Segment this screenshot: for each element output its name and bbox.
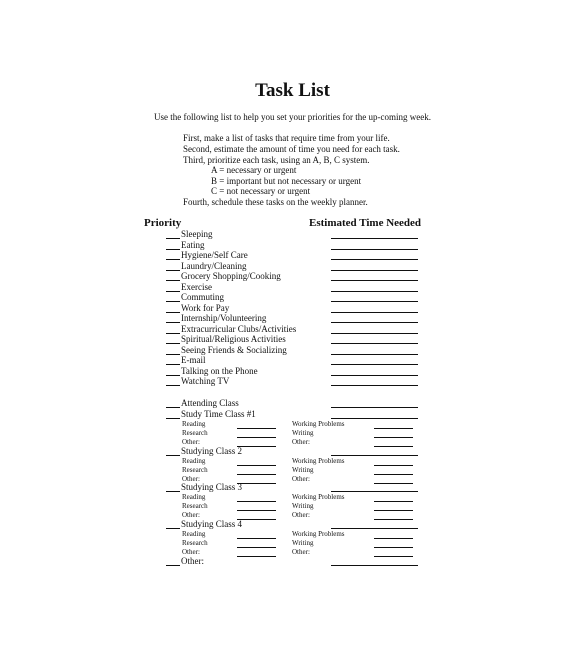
time-blank[interactable]	[331, 238, 418, 239]
priority-header: Priority	[144, 217, 182, 229]
study-blank-left[interactable]	[237, 501, 276, 502]
priority-blank[interactable]	[166, 301, 180, 302]
priority-blank[interactable]	[166, 354, 180, 355]
study-blank-left[interactable]	[237, 437, 276, 438]
time-blank[interactable]	[331, 280, 418, 281]
grade-a: A = necessary or urgent	[211, 165, 297, 175]
study-blank-right[interactable]	[374, 483, 413, 484]
priority-blank[interactable]	[166, 249, 180, 250]
priority-blank[interactable]	[166, 565, 180, 566]
time-blank[interactable]	[331, 312, 418, 313]
study-class-label: Studying Class 3	[181, 482, 243, 492]
step-2: Second, estimate the amount of time you need for each task.	[183, 144, 400, 154]
study-blank-right[interactable]	[374, 446, 413, 447]
priority-blank[interactable]	[166, 312, 180, 313]
priority-blank[interactable]	[166, 259, 180, 260]
study-item-left: Reading	[182, 493, 206, 501]
task-label: Laundry/Cleaning	[181, 260, 247, 271]
study-item-left: Research	[182, 466, 208, 474]
study-item-left: Research	[182, 429, 208, 437]
study-blank-right[interactable]	[374, 437, 413, 438]
task-label: Talking on the Phone	[181, 365, 258, 376]
study-blank-left[interactable]	[237, 465, 276, 466]
study-item-left: Other:	[182, 475, 200, 483]
study-blank-right[interactable]	[374, 510, 413, 511]
grade-b: B = important but not necessary or urgent	[211, 176, 362, 186]
time-blank[interactable]	[331, 491, 418, 492]
task-label: Eating	[181, 239, 205, 250]
task-label: Work for Pay	[181, 302, 230, 313]
study-blank-left[interactable]	[237, 538, 276, 539]
step-4: Fourth, schedule these tasks on the weekly planner.	[183, 197, 368, 207]
study-blank-left[interactable]	[237, 547, 276, 548]
task-label: Extracurricular Clubs/Activities	[181, 323, 297, 334]
study-blank-right[interactable]	[374, 519, 413, 520]
priority-blank[interactable]	[166, 491, 180, 492]
time-blank[interactable]	[331, 455, 418, 456]
priority-blank[interactable]	[166, 364, 180, 365]
study-blank-left[interactable]	[237, 474, 276, 475]
study-item-left: Other:	[182, 438, 200, 446]
task-label-other: Other:	[181, 556, 204, 566]
study-item-right: Writing	[292, 502, 314, 510]
study-item-right: Writing	[292, 466, 314, 474]
study-blank-left[interactable]	[237, 446, 276, 447]
study-blank-left[interactable]	[237, 483, 276, 484]
time-blank[interactable]	[331, 259, 418, 260]
study-blank-right[interactable]	[374, 538, 413, 539]
study-blank-right[interactable]	[374, 465, 413, 466]
task-label: Commuting	[181, 292, 225, 302]
time-blank[interactable]	[331, 322, 418, 323]
study-blank-right[interactable]	[374, 501, 413, 502]
study-item-right: Working Problems	[292, 530, 345, 538]
time-blank[interactable]	[331, 528, 418, 529]
study-blank-left[interactable]	[237, 519, 276, 520]
study-item-right: Working Problems	[292, 493, 345, 501]
priority-blank[interactable]	[166, 375, 180, 376]
study-blank-right[interactable]	[374, 556, 413, 557]
study-item-left: Reading	[182, 420, 206, 428]
study-item-right: Other:	[292, 438, 310, 446]
study-blank-right[interactable]	[374, 474, 413, 475]
priority-blank[interactable]	[166, 385, 180, 386]
study-item-left: Reading	[182, 457, 206, 465]
priority-blank[interactable]	[166, 280, 180, 281]
priority-blank[interactable]	[166, 270, 180, 271]
time-blank[interactable]	[331, 291, 418, 292]
study-class-label: Study Time Class #1	[181, 409, 256, 419]
study-blank-left[interactable]	[237, 510, 276, 511]
time-blank[interactable]	[331, 385, 418, 386]
priority-blank[interactable]	[166, 455, 180, 456]
task-label-attending: Attending Class	[181, 398, 239, 408]
study-blank-left[interactable]	[237, 428, 276, 429]
grade-c: C = not necessary or urgent	[211, 186, 311, 196]
time-blank[interactable]	[331, 333, 418, 334]
study-item-right: Other:	[292, 475, 310, 483]
step-1: First, make a list of tasks that require time from your life.	[183, 133, 390, 143]
study-item-right: Working Problems	[292, 457, 345, 465]
task-label: Sleeping	[181, 229, 213, 239]
time-blank[interactable]	[331, 565, 418, 566]
study-blank-right[interactable]	[374, 547, 413, 548]
study-blank-left[interactable]	[237, 556, 276, 557]
study-item-left: Research	[182, 539, 208, 547]
priority-blank[interactable]	[166, 322, 180, 323]
study-item-right: Writing	[292, 429, 314, 437]
priority-blank[interactable]	[166, 238, 180, 239]
priority-blank[interactable]	[166, 528, 180, 529]
task-label: E-mail	[181, 355, 206, 365]
study-item-right: Writing	[292, 539, 314, 547]
time-header: Estimated Time Needed	[309, 217, 422, 229]
study-blank-right[interactable]	[374, 428, 413, 429]
time-blank[interactable]	[331, 407, 418, 408]
time-blank[interactable]	[331, 375, 418, 376]
task-label: Grocery Shopping/Cooking	[181, 271, 281, 281]
time-blank[interactable]	[331, 301, 418, 302]
time-blank[interactable]	[331, 343, 418, 344]
task-label: Internship/Volunteering	[181, 313, 267, 323]
study-item-left: Other:	[182, 511, 200, 519]
intro-text: Use the following list to help you set your priorities for the up-coming week.	[154, 112, 431, 122]
study-item-left: Research	[182, 502, 208, 510]
step-3: Third, prioritize each task, using an A, B, C system.	[183, 155, 370, 165]
task-label: Exercise	[181, 281, 212, 292]
time-blank[interactable]	[331, 418, 418, 419]
page-title: Task List	[255, 80, 330, 101]
study-item-left: Other:	[182, 548, 200, 556]
task-label: Spiritual/Religious Activities	[181, 334, 286, 344]
task-label: Seeing Friends & Socializing	[181, 344, 287, 355]
priority-blank[interactable]	[166, 291, 180, 292]
study-item-right: Other:	[292, 511, 310, 519]
priority-blank[interactable]	[166, 343, 180, 344]
time-blank[interactable]	[331, 364, 418, 365]
study-item-right: Working Problems	[292, 420, 345, 428]
study-class-label: Studying Class 4	[181, 519, 243, 529]
priority-blank[interactable]	[166, 418, 180, 419]
priority-blank[interactable]	[166, 407, 180, 408]
time-blank[interactable]	[331, 270, 418, 271]
study-item-right: Other:	[292, 548, 310, 556]
study-class-label: Studying Class 2	[181, 446, 243, 456]
time-blank[interactable]	[331, 249, 418, 250]
task-label: Watching TV	[181, 376, 230, 386]
priority-blank[interactable]	[166, 333, 180, 334]
study-item-left: Reading	[182, 530, 206, 538]
time-blank[interactable]	[331, 354, 418, 355]
task-label: Hygiene/Self Care	[181, 250, 248, 260]
